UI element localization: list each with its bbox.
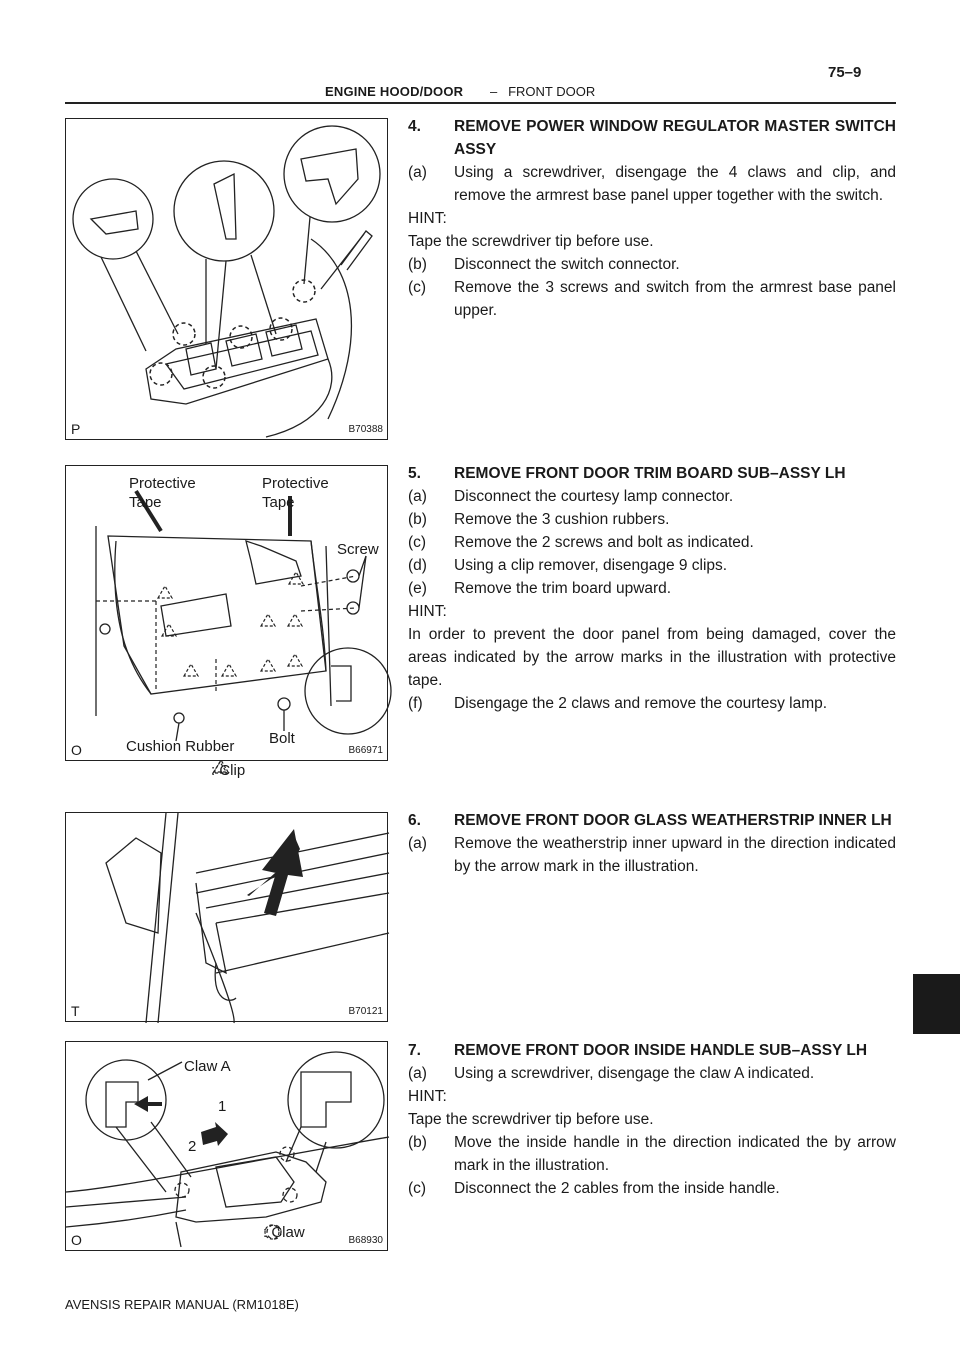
instruction-item [408,531,896,554]
figure-code: B66971 [348,745,383,756]
instruction-item [408,1131,896,1177]
item-text: Remove the trim board upward. [454,580,672,597]
instruction-item [408,1062,896,1085]
item-text: Disengage the 2 claws and remove the courtesy lamp. [454,695,828,712]
item-letter: (a) [408,1065,427,1082]
item-letter: (d) [408,557,427,574]
instruction-item [408,577,896,600]
item-text: Disconnect the courtesy lamp connector. [454,488,734,505]
step-number: 4. [408,118,421,135]
legend-claw [263,1223,305,1242]
item-text: Using a screwdriver, disengage the 4 claws and clip, and remove the armrest base panel upper together with the switch. [454,164,896,204]
figure-corner-mark: P [71,421,81,437]
item-letter: (c) [408,534,427,551]
instruction-item [408,276,896,322]
weatherstrip-illustration [66,813,389,1023]
clip-legend-icon [211,761,229,775]
figure-corner-mark: O [71,1232,82,1248]
subsection-label: FRONT DOOR [508,84,596,99]
step-title: REMOVE POWER WINDOW REGULATOR MASTER SWITCH ASSY [454,118,896,158]
item-letter: (b) [408,511,427,528]
step-heading [408,809,896,832]
label-step-2: 2 [188,1138,197,1155]
step-title: REMOVE FRONT DOOR TRIM BOARD SUB–ASSY LH [454,465,846,482]
instruction-item [408,508,896,531]
label-step-1: 1 [218,1098,227,1115]
item-text: Using a screwdriver, disengage the claw A indicated. [454,1065,815,1082]
page-footer: AVENSIS REPAIR MANUAL (RM1018E) [65,1297,299,1312]
item-text: Remove the weatherstrip inner upward in the direction indicated by the arrow mark in the illustration. [454,835,896,875]
item-text: Remove the 3 screws and switch from the armrest base panel upper. [454,279,896,319]
legend-clip [211,761,245,780]
item-letter: (a) [408,835,427,852]
item-letter: (f) [408,695,423,712]
step-6 [408,809,896,878]
item-text: Disconnect the switch connector. [454,256,680,273]
page-header [0,0,960,110]
figure-code: B70121 [348,1006,383,1017]
hint-label: HINT: [408,1088,447,1105]
label-claw-a: Claw A [184,1058,231,1075]
item-text: Disconnect the 2 cables from the inside handle. [454,1180,780,1197]
instruction-item [408,692,896,715]
figure-inside-handle [65,1041,388,1251]
switch-illustration [66,119,389,441]
step-5 [408,462,896,715]
hint-text: Tape the screwdriver tip before use. [408,233,654,250]
step-title: REMOVE FRONT DOOR INSIDE HANDLE SUB–ASSY LH [454,1042,868,1059]
hint-label: HINT: [408,603,447,620]
figure-switch-removal [65,118,388,440]
item-letter: (a) [408,164,427,181]
subsection-title [490,84,595,99]
item-letter: (c) [408,279,427,296]
step-heading [408,115,896,161]
figure-code: B68930 [348,1235,383,1246]
hint-label: HINT: [408,210,447,227]
instruction-item [408,832,896,878]
step-4 [408,115,896,322]
figure-corner-mark: O [71,742,82,758]
instruction-item [408,161,896,207]
label-bolt: Bolt [269,730,295,747]
label-protective-tape-left: Protective Tape [129,475,196,511]
label-cushion-rubber: Cushion Rubber [126,738,235,755]
item-letter: (b) [408,1134,427,1151]
figure-corner-mark: T [71,1003,80,1019]
item-text: Using a clip remover, disengage 9 clips. [454,557,728,574]
item-letter: (b) [408,256,427,273]
legend-claw-text: : Claw [263,1224,305,1241]
item-letter: (a) [408,488,427,505]
hint-text: In order to prevent the door panel from being damaged, cover the areas indicated by the arrow marks in the illustration with protective tape. [408,626,896,689]
item-text: Remove the 2 screws and bolt as indicated. [454,534,754,551]
section-title: ENGINE HOOD/DOOR [325,84,464,99]
step-7 [408,1039,896,1200]
hint-text: Tape the screwdriver tip before use. [408,1111,654,1128]
instruction-item [408,554,896,577]
claw-legend-icon [263,1223,281,1241]
instruction-item [408,253,896,276]
step-number: 6. [408,812,421,829]
legend-clip-text: : Clip [211,762,246,779]
instruction-item [408,1177,896,1200]
header-rule [65,102,896,104]
step-number: 7. [408,1042,421,1059]
figure-weatherstrip [65,812,388,1022]
figure-trim-board [65,465,388,779]
page-number: 75–9 [828,64,862,81]
instruction-item [408,485,896,508]
item-letter: (c) [408,1180,427,1197]
header-separator: – [490,84,498,99]
label-screw: Screw [337,541,379,558]
label-protective-tape-right: Protective Tape [262,475,329,511]
step-heading [408,1039,896,1062]
item-letter: (e) [408,580,427,597]
item-text: Move the inside handle in the direction indicated the by arrow mark in the illustration. [454,1134,896,1174]
figure-code: B70388 [348,424,383,435]
step-heading [408,462,896,485]
item-text: Remove the 3 cushion rubbers. [454,511,670,528]
step-title: REMOVE FRONT DOOR GLASS WEATHERSTRIP INNER LH [454,812,892,829]
trim-board-illustration [66,466,389,762]
section-tab-marker [913,974,960,1034]
step-number: 5. [408,465,421,482]
